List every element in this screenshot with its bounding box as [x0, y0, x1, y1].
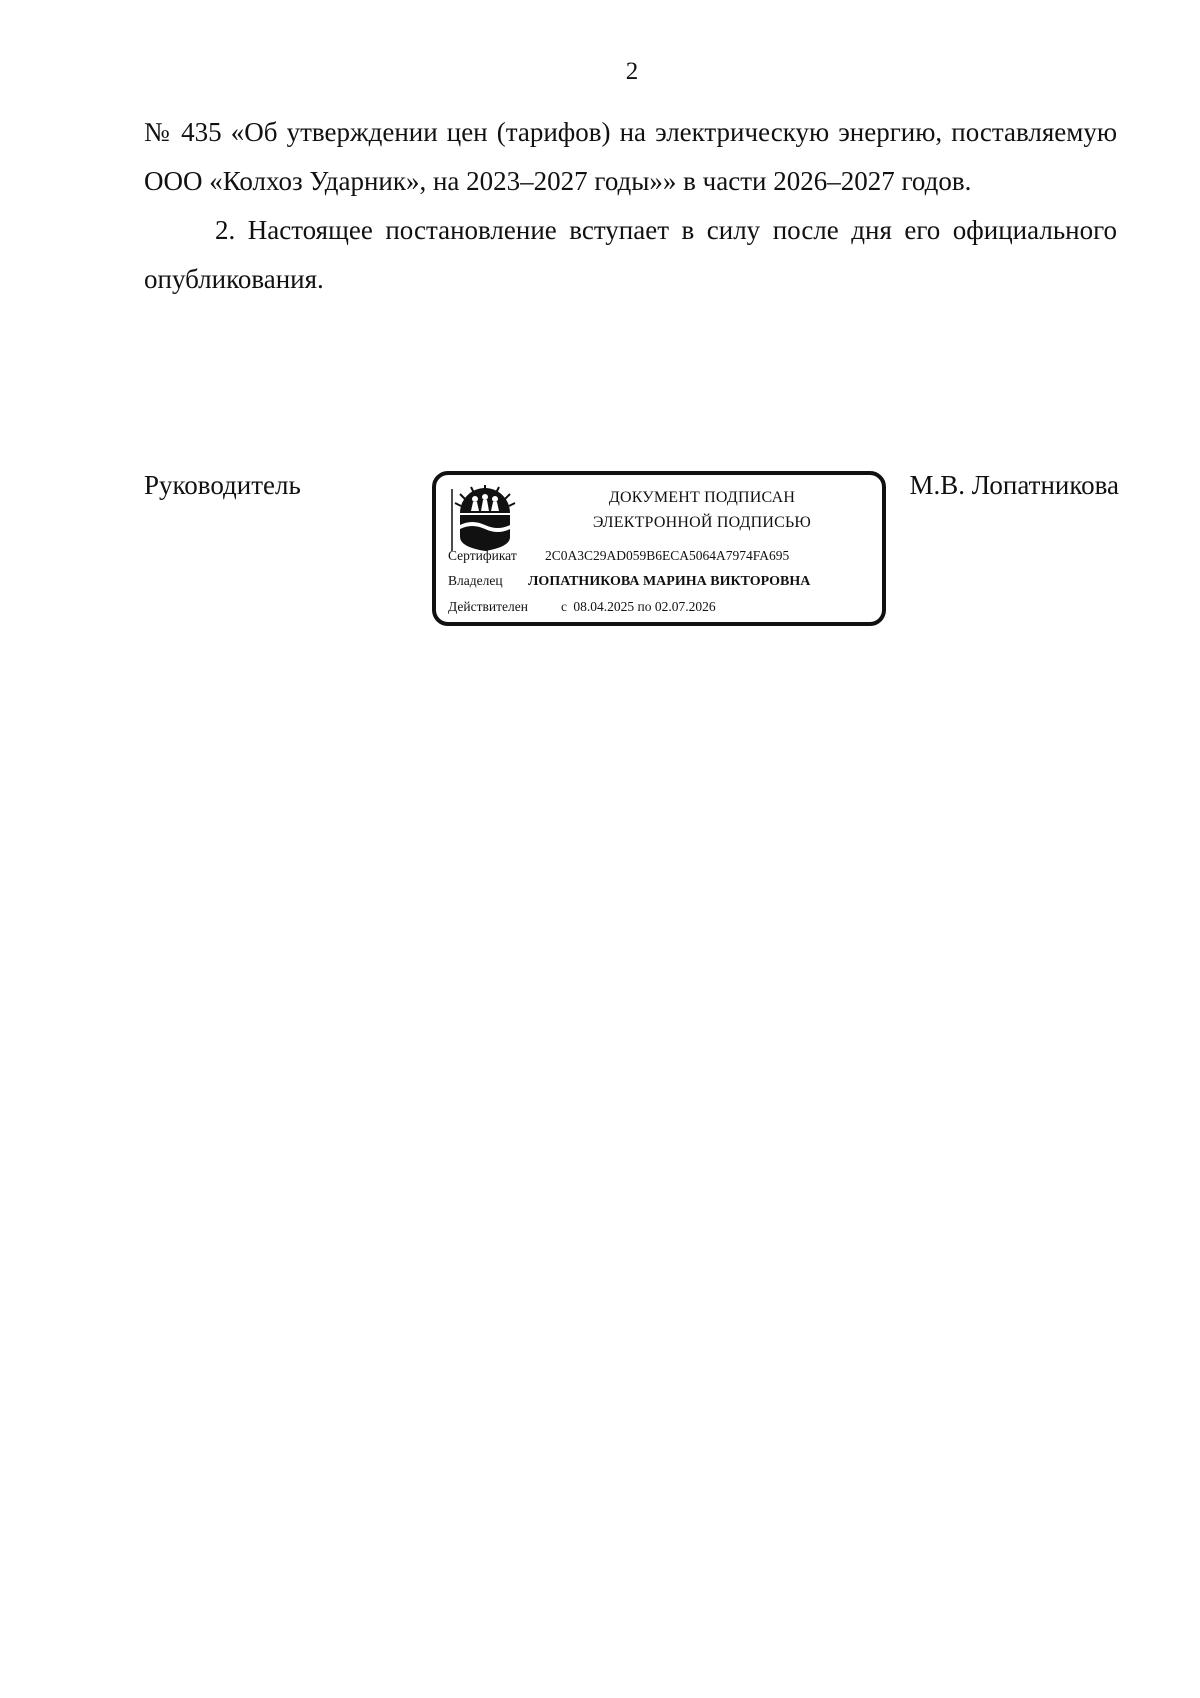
owner-label: Владелец [448, 573, 503, 588]
valid-label: Действителен [448, 599, 528, 614]
certificate-label: Сертификат [448, 548, 517, 563]
stamp-certificate-row [448, 548, 874, 564]
stamp-validity-row [448, 599, 874, 615]
stamp-header-line-2: ЭЛЕКТРОННОЙ ПОДПИСЬЮ [592, 514, 812, 531]
valid-to-word: по [637, 599, 652, 614]
document-body [144, 108, 1117, 304]
stamp-header [532, 485, 872, 535]
valid-from-date: 08.04.2025 [573, 599, 635, 614]
paragraph-1: № 435 «Об утверждении цен (тарифов) на электрическую энергию, поставляемую ООО «Колхоз Ударник», на 2023–2027 годы»» в части 2026–2027 годов. [144, 117, 1117, 196]
signature-name: М.В. Лопатникова [909, 470, 1119, 500]
signature-title: Руководитель [144, 470, 301, 500]
coat-of-arms-icon [450, 485, 520, 553]
certificate-value: 2C0A3C29AD059B6ECA5064A7974FA695 [545, 548, 790, 563]
valid-to-date: 02.07.2026 [654, 599, 716, 614]
stamp-owner-row [448, 573, 874, 590]
valid-from-word: с [561, 599, 567, 614]
paragraph-2: 2. Настоящее постановление вступает в силу после дня его официального опубликования. [144, 215, 1117, 294]
owner-value: ЛОПАТНИКОВА МАРИНА ВИКТОРОВНА [528, 574, 811, 589]
stamp-header-line-1: ДОКУМЕНТ ПОДПИСАН [608, 489, 796, 506]
electronic-signature-stamp [432, 471, 886, 626]
page-number: 2 [625, 58, 639, 85]
